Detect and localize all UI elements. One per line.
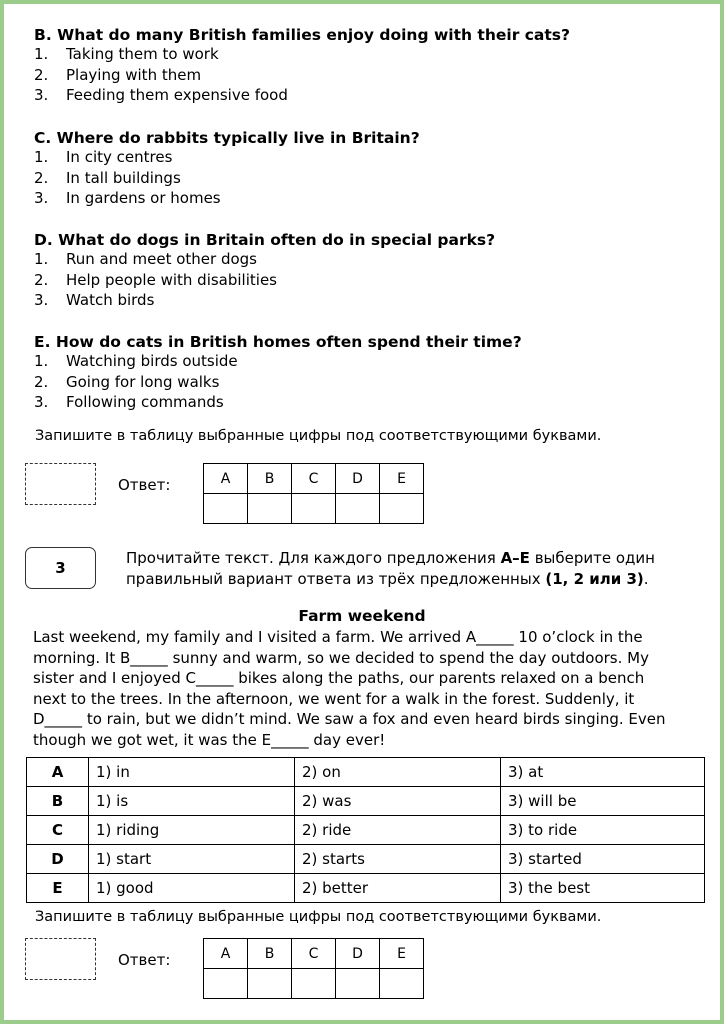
table-row: D 1) start 2) starts 3) started: [27, 845, 705, 874]
answer-cell[interactable]: [248, 969, 292, 999]
answer-cell[interactable]: [292, 494, 336, 524]
option-item: 2. Playing with them: [34, 65, 202, 84]
answer-instruction: Запишите в таблицу выбранные цифры под соответствующими буквами.: [35, 909, 602, 925]
question-title: B. What do many British families enjoy doing with their cats?: [34, 26, 571, 44]
task-number: 3: [25, 547, 96, 589]
answer-table: [203, 463, 424, 524]
answer-letter: C: [292, 939, 336, 969]
answer-letter: D: [336, 464, 380, 494]
answer-letter: B: [248, 464, 292, 494]
answer-instruction: Запишите в таблицу выбранные цифры под соответствующими буквами.: [35, 428, 602, 444]
answer-cell[interactable]: [204, 969, 248, 999]
option-item: 1. Run and meet other dogs: [34, 250, 258, 268]
text-title: Farm weekend: [298, 607, 426, 625]
question-b: [34, 26, 570, 106]
passage-line: though we got wet, it was the E_____ day ever!: [33, 730, 386, 749]
option-item: 1. Taking them to work: [34, 45, 219, 63]
answer-letter: E: [380, 464, 424, 494]
table-row: C 1) riding 2) ride 3) to ride: [27, 816, 705, 845]
answer-cell[interactable]: [248, 494, 292, 524]
question-title: C. Where do rabbits typically live in Britain?: [34, 129, 420, 147]
answer-cell[interactable]: [204, 494, 248, 524]
option-item: 2. In tall buildings: [34, 168, 181, 187]
question-e: [34, 333, 522, 413]
answer-letter: B: [248, 939, 292, 969]
option-item: 3. In gardens or homes: [34, 189, 221, 207]
table-row: B 1) is 2) was 3) will be: [27, 787, 705, 816]
option-item: 1. Watching birds outside: [34, 352, 238, 370]
passage-line: D_____ to rain, but we didn’t mind. We saw a fox and even heard birds singing. Even: [33, 710, 666, 728]
answer-letter: D: [336, 939, 380, 969]
question-title: E. How do cats in British homes often spend their time?: [34, 333, 522, 351]
table-row: A 1) in 2) on 3) at: [27, 758, 705, 787]
answer-table: [203, 938, 424, 999]
answer-letter: E: [380, 939, 424, 969]
answer-letter: A: [204, 464, 248, 494]
answer-cell[interactable]: [336, 969, 380, 999]
option-item: 1. In city centres: [34, 148, 173, 166]
score-box: [25, 463, 96, 505]
answer-letter: A: [204, 939, 248, 969]
option-item: 2. Help people with disabilities: [34, 270, 277, 289]
passage-line: sister and I enjoyed C_____ bikes along the paths, our parents relaxed on a bench: [33, 669, 645, 687]
passage-line: morning. It B_____ sunny and warm, so we decided to spend the day outdoors. My: [33, 648, 649, 667]
answer-letter: C: [292, 464, 336, 494]
option-item: 2. Going for long walks: [34, 372, 220, 391]
answer-cell[interactable]: [336, 494, 380, 524]
option-item: 3. Watch birds: [34, 291, 155, 309]
answer-label: Ответ:: [118, 476, 171, 494]
table-row: E 1) good 2) better 3) the best: [27, 874, 705, 903]
task-instruction: Прочитайте текст. Для каждого предложения A–E выберите один правильный вариант ответа из трёх предложенных (1, 2 или 3).: [126, 549, 655, 588]
answer-cell[interactable]: [380, 969, 424, 999]
score-box: [25, 938, 96, 980]
passage-line: next to the trees. In the afternoon, we went for a walk in the forest. Suddenly, it: [33, 689, 635, 708]
answer-cell[interactable]: [380, 494, 424, 524]
passage: [33, 627, 713, 750]
option-item: 3. Following commands: [34, 393, 224, 411]
question-c: [34, 129, 420, 209]
answer-cell[interactable]: [292, 969, 336, 999]
options-table: [26, 757, 705, 903]
option-item: 3. Feeding them expensive food: [34, 86, 288, 104]
answer-label: Ответ:: [118, 951, 171, 969]
passage-line: Last weekend, my family and I visited a farm. We arrived A_____ 10 o’clock in the: [33, 628, 643, 646]
question-d: [34, 231, 495, 311]
question-title: D. What do dogs in Britain often do in special parks?: [34, 231, 496, 249]
